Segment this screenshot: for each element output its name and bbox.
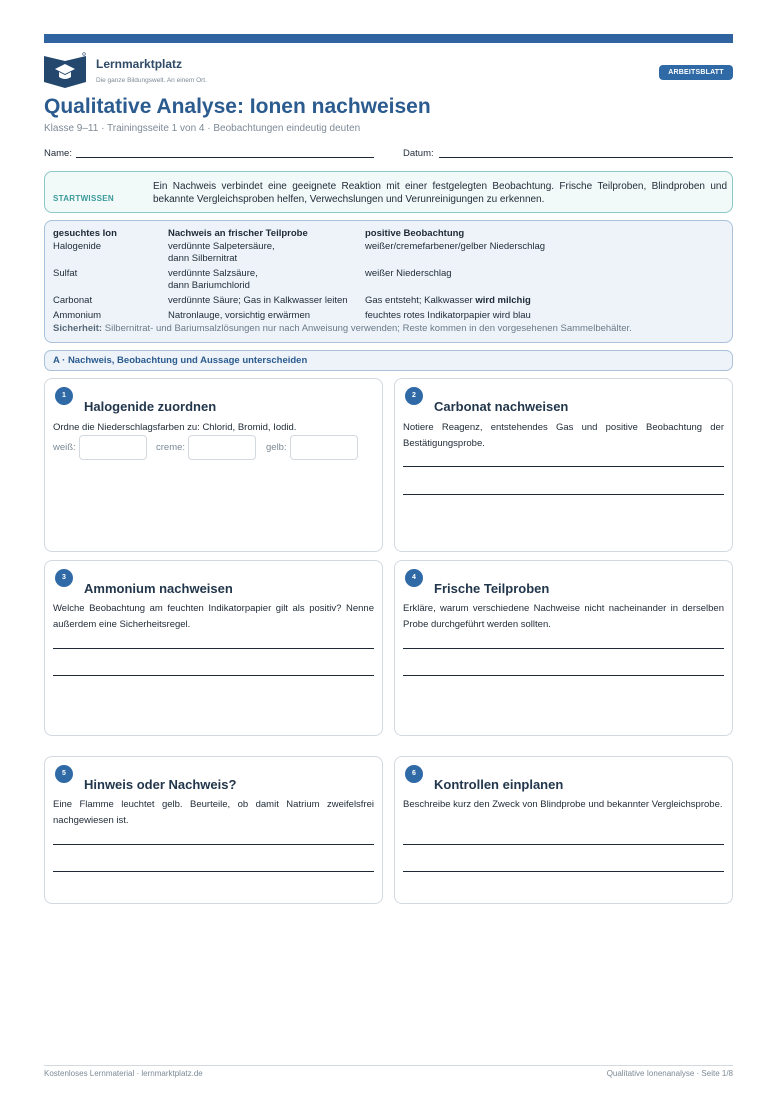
answer-line[interactable] [53, 648, 374, 649]
top-accent-bar [44, 34, 733, 43]
ion-test-table [44, 220, 733, 343]
task-card-1 [44, 378, 383, 552]
answer-line[interactable] [53, 871, 374, 872]
task-number: 6 [405, 765, 423, 783]
task-text: Erkläre, warum verschiedene Nachweise nicht nacheinander in derselben Probe durchgeführt werden sollten. [403, 603, 724, 630]
date-label: Datum: [403, 148, 434, 159]
answer-line[interactable] [403, 494, 724, 495]
table-cell-ion: Halogenide [53, 241, 102, 252]
table-header-observation: positive Beobachtung [365, 228, 465, 239]
table-cell-test: verdünnte Säure; Gas in Kalkwasser leiten [168, 295, 348, 306]
blank-label-cream: creme: [156, 442, 186, 453]
answer-box-cream[interactable] [188, 435, 256, 460]
task-text: Eine Flamme leuchtet gelb. Beurteile, ob damit Natrium zweifelsfrei nachgewiesen ist. [53, 799, 374, 826]
task-text: Welche Beobachtung am feuchten Indikatorpapier gilt als positiv? Nenne außerdem eine Sicherheitsregel. [53, 603, 374, 630]
task-title: Carbonat nachweisen [434, 399, 569, 414]
start-knowledge-label: STARTWISSEN [53, 194, 114, 203]
page-title: Qualitative Analyse: Ionen nachweisen [44, 95, 431, 118]
task-number: 3 [55, 569, 73, 587]
start-knowledge-box [44, 171, 733, 213]
table-cell-observation: weißer/cremefarbener/gelber Niederschlag [365, 241, 546, 252]
task-card-4 [394, 560, 733, 736]
page-subtitle: Klasse 9–11 · Trainingsseite 1 von 4 · Beobachtungen eindeutig deuten [44, 123, 361, 134]
blank-label-yellow: gelb: [266, 442, 287, 453]
table-header-ion: gesuchtes Ion [53, 228, 117, 239]
table-header-test: Nachweis an frischer Teilprobe [168, 228, 308, 239]
task-text: Beschreibe kurz den Zweck von Blindprobe und bekannter Vergleichsprobe. [403, 799, 723, 810]
graduation-cap-logo-icon [44, 52, 86, 88]
answer-line[interactable] [53, 844, 374, 845]
table-cell-test: verdünnte Salzsäure, dann Bariumchlorid [168, 268, 258, 291]
answer-line[interactable] [53, 675, 374, 676]
name-label: Name: [44, 148, 72, 159]
task-title: Ammonium nachweisen [84, 581, 233, 596]
answer-box-white[interactable] [79, 435, 147, 460]
table-cell-observation: feuchtes rotes Indikatorpapier wird blau [365, 310, 531, 321]
task-card-6 [394, 756, 733, 904]
answer-line[interactable] [403, 844, 724, 845]
worksheet-badge: ARBEITSBLATT [659, 65, 733, 80]
table-cell-ion: Carbonat [53, 295, 93, 306]
safety-note: Sicherheit: Silbernitrat- und Bariumsalzlösungen nur nach Anweisung verwenden; Reste kommen in den vorgesehenen Sammelbehälter. [53, 323, 632, 334]
table-cell-test: verdünnte Salpetersäure, dann Silbernitrat [168, 241, 275, 264]
task-card-5 [44, 756, 383, 904]
task-number: 4 [405, 569, 423, 587]
task-title: Halogenide zuordnen [84, 399, 217, 414]
task-text: Notiere Reagenz, entstehendes Gas und positive Beobachtung der Bestätigungsprobe. [403, 422, 724, 449]
task-card-2 [394, 378, 733, 552]
table-cell-observation: weißer Niederschlag [365, 268, 452, 279]
answer-line[interactable] [403, 871, 724, 872]
task-number: 5 [55, 765, 73, 783]
task-title: Frische Teilproben [434, 581, 550, 596]
answer-box-yellow[interactable] [290, 435, 358, 460]
task-number: 2 [405, 387, 423, 405]
task-title: Hinweis oder Nachweis? [84, 777, 237, 792]
answer-line[interactable] [403, 466, 724, 467]
date-field[interactable] [439, 157, 733, 158]
start-knowledge-text: Ein Nachweis verbindet eine geeignete Reaktion mit einer festgelegten Beobachtung. Frische Teilproben, Blindproben und bekannte Vergleichsproben helfen, Verwechslungen und Verunreinigungen zu erkennen. [153, 181, 727, 205]
footer-divider [44, 1065, 733, 1066]
table-cell-test: Natronlauge, vorsichtig erwärmen [168, 310, 311, 321]
task-title: Kontrollen einplanen [434, 777, 564, 792]
brand-tagline: Die ganze Bildungswelt. An einem Ort. [96, 77, 207, 84]
table-cell-ion: Ammonium [53, 310, 102, 321]
task-card-3 [44, 560, 383, 736]
blank-label-white: weiß: [53, 442, 76, 453]
footer-left: Kostenloses Lernmaterial · lernmarktplatz.de [44, 1069, 203, 1078]
task-number: 1 [55, 387, 73, 405]
footer-right: Qualitative Ionenanalyse · Seite 1/8 [606, 1069, 733, 1078]
table-cell-observation: Gas entsteht; Kalkwasser wird milchig [365, 295, 531, 306]
answer-line[interactable] [403, 675, 724, 676]
brand-name: Lernmarktplatz [96, 57, 183, 71]
task-text: Ordne die Niederschlagsfarben zu: Chlorid, Bromid, Iodid. [53, 422, 297, 433]
answer-line[interactable] [403, 648, 724, 649]
section-heading [44, 350, 733, 371]
section-title: A · Nachweis, Beobachtung und Aussage unterscheiden [53, 355, 308, 366]
table-cell-ion: Sulfat [53, 268, 78, 279]
name-field[interactable] [76, 157, 374, 158]
